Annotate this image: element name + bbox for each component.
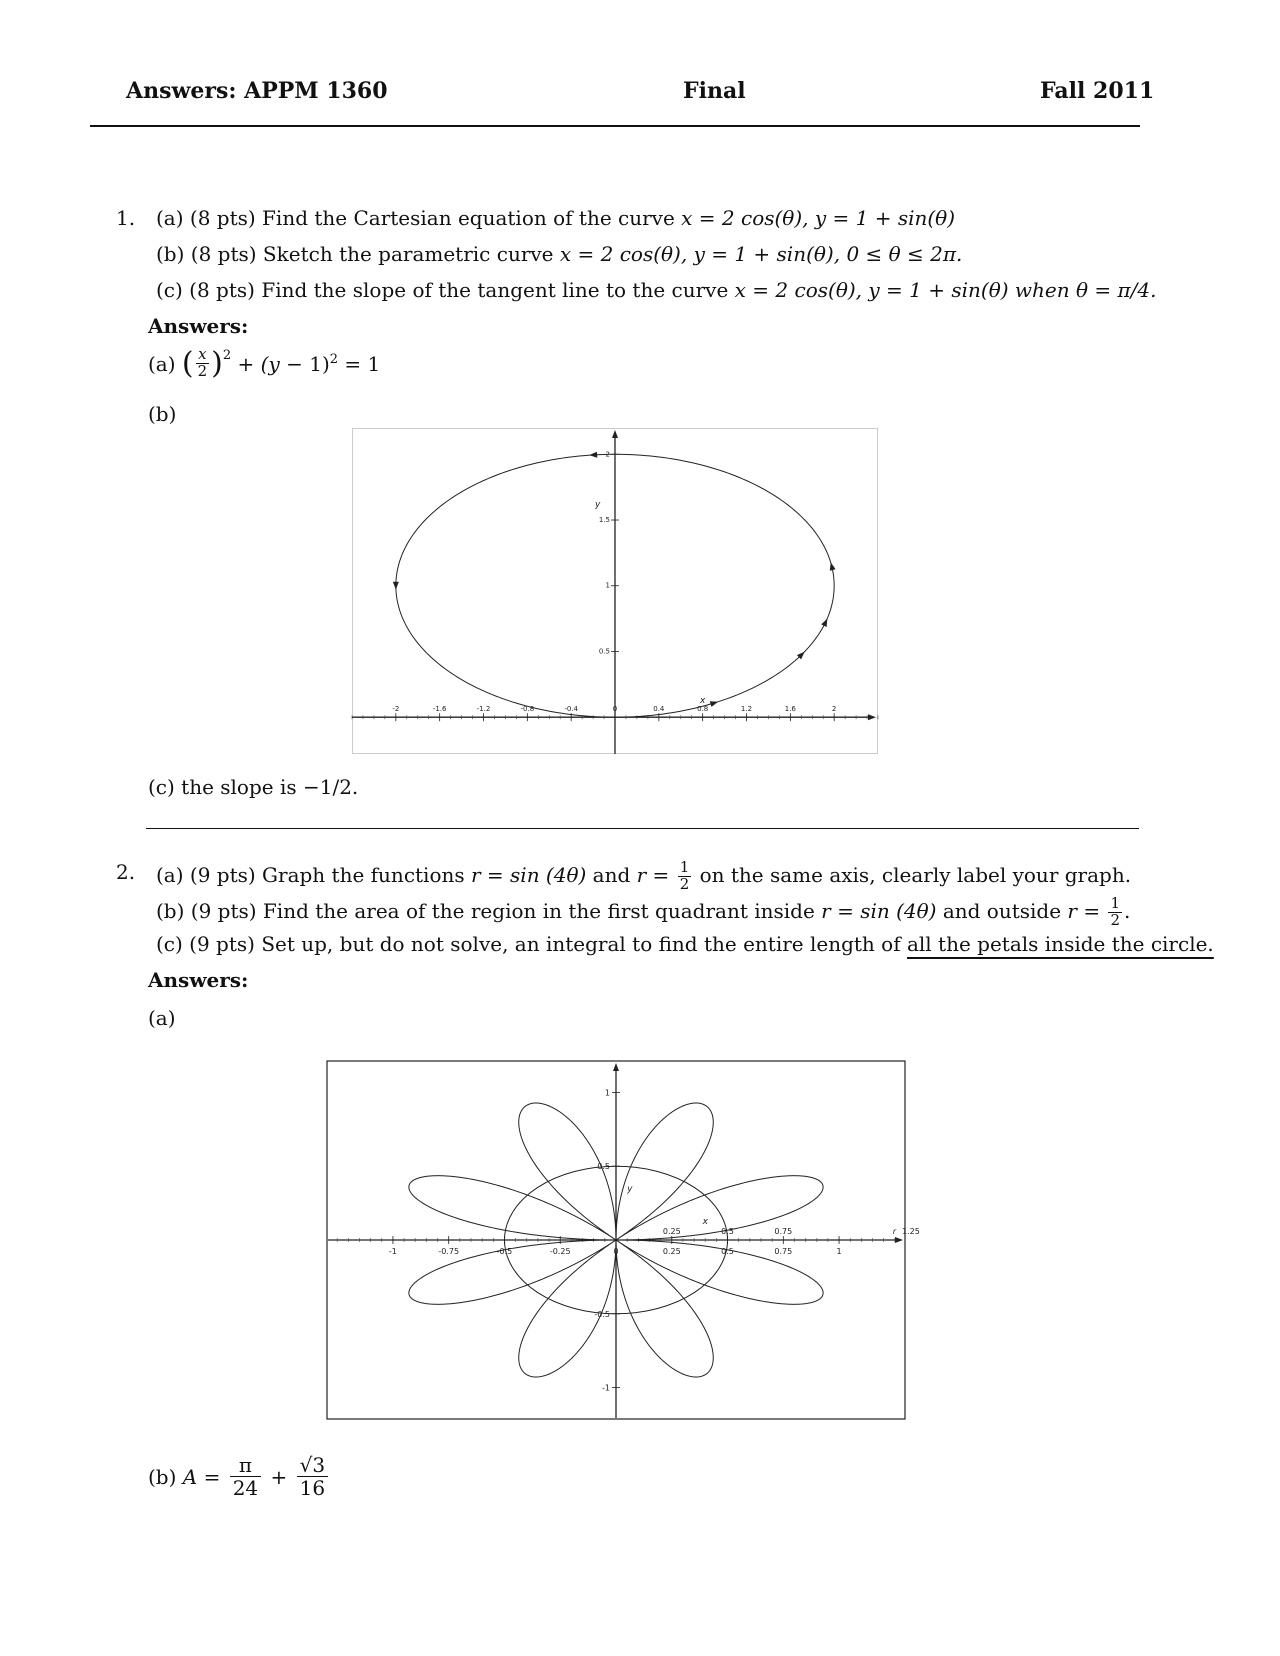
ellipse-direction-arrow bbox=[710, 699, 719, 707]
q1-part-b bbox=[156, 242, 962, 266]
q2-answer-b: (b) A = $\frac{\pi}{24}$ + √3 16 bbox=[148, 1454, 331, 1499]
q1-ans-a-frac: $\frac{x}{2}$ bbox=[197, 345, 208, 380]
chart1-x-tick-label: 0 bbox=[612, 705, 618, 714]
q2-part-b: (b) (9 pts) Find the area of the region in the first quadrant inside r = sin (4θ) and outside r = $\frac{1}{2}$ . bbox=[156, 894, 1131, 929]
q2-number: 2. bbox=[116, 860, 136, 884]
chart1-x-tick-label: -0.8 bbox=[520, 705, 535, 714]
q1-a-label: (a) bbox=[156, 206, 184, 230]
q2-a-text-2: on the same axis, clearly label your graph. bbox=[699, 862, 1132, 887]
chart2-x-label: x bbox=[702, 1217, 708, 1227]
chart1-x-tick-label: -1.2 bbox=[476, 705, 491, 714]
q2-a-rsin: r = sin (4θ) bbox=[471, 862, 587, 887]
chart1-x-tick-label: 1.6 bbox=[784, 705, 796, 714]
chart1-y-tick-label: 0.5 bbox=[598, 647, 610, 656]
q1-answer-c: (c) the slope is −1/2. bbox=[148, 775, 359, 799]
chart1-y-tick-label: 1.5 bbox=[598, 516, 610, 525]
chart2-x-tick-label: 0 bbox=[613, 1247, 619, 1256]
ellipse-chart bbox=[352, 428, 878, 754]
q2-b-text-1: (9 pts) Find the area of the region in the first quadrant inside bbox=[190, 898, 815, 923]
chart2-x-tick-label: -1 bbox=[388, 1247, 397, 1256]
q2-a-rhalf: r = bbox=[636, 862, 670, 887]
q2-area-lhs: A = bbox=[182, 1464, 221, 1489]
q1-c-text: (8 pts) Find the slope of the tangent line to the curve bbox=[189, 278, 729, 302]
chart2-x-tick-label: 1 bbox=[836, 1247, 842, 1256]
chart1-x-tick-label: 0.4 bbox=[653, 705, 665, 714]
q2-b-rsin: r = sin (4θ) bbox=[821, 898, 937, 923]
ellipse-direction-arrow bbox=[393, 582, 399, 590]
q2-ans-a-label: (a) bbox=[148, 1006, 176, 1030]
chart1-y-arrow bbox=[612, 430, 618, 438]
q1-ans-b-label: (b) bbox=[148, 402, 177, 426]
q2-b-rhalf: r = bbox=[1067, 898, 1101, 923]
chart2-x-upper-label: 1.25 bbox=[902, 1227, 920, 1236]
ellipse-direction-arrow bbox=[589, 452, 597, 458]
chart2-y-label: y bbox=[627, 1184, 633, 1195]
q1-b-eq-y: y = 1 + sin(θ), bbox=[693, 242, 841, 266]
chart2-r-label: r bbox=[892, 1227, 896, 1236]
chart1-x-tick-label: -2 bbox=[392, 705, 400, 714]
ellipse-direction-arrow bbox=[828, 561, 836, 570]
chart1-y-label: y bbox=[595, 499, 601, 510]
q2-c-text-2: all the petals inside the circle. bbox=[906, 932, 1214, 956]
q2-b-label: (b) bbox=[156, 898, 185, 923]
chart2-y-tick-label: -1 bbox=[602, 1383, 610, 1393]
q2-ans-b-label: (b) bbox=[148, 1464, 177, 1489]
chart1-x-label: x bbox=[700, 696, 706, 707]
q1-answers-label: Answers: bbox=[148, 314, 249, 338]
chart1-x-tick-label: 0.8 bbox=[697, 705, 709, 714]
chart2-x-tick-label: -0.25 bbox=[549, 1247, 571, 1256]
q1-answer-a: (a) ( $\frac{x}{2}$ ) $^2$ + (y − 1) $^2$ = 1 bbox=[148, 345, 381, 381]
chart2-x-tick-label: -0.75 bbox=[438, 1247, 460, 1256]
chart1-y-tick-label: 1 bbox=[605, 581, 610, 590]
chart2-x-tick-label: 0.75 bbox=[774, 1247, 793, 1256]
q2-c-label: (c) bbox=[156, 932, 183, 956]
chart2-y-tick-label: -0.5 bbox=[594, 1309, 610, 1319]
q1-c-eq-y: y = 1 + sin(θ) bbox=[868, 278, 1009, 302]
q1-b-eq-x: x = 2 cos(θ), bbox=[559, 242, 688, 266]
rose-chart bbox=[326, 1060, 920, 1420]
chart1-x-tick-label: -0.4 bbox=[564, 705, 579, 714]
q2-area-term2: √3 16 bbox=[297, 1454, 328, 1499]
q2-part-a: (a) (9 pts) Graph the functions r = sin (4θ) and r = $\frac{1}{2}$ on the same axis, clearly label your graph. bbox=[156, 858, 1132, 893]
q2-part-c bbox=[156, 932, 1214, 956]
q2-b-text-2: and outside bbox=[942, 898, 1062, 923]
q1-b-text: (8 pts) Sketch the parametric curve bbox=[190, 242, 554, 266]
q2-answers-label: Answers: bbox=[148, 968, 249, 992]
chart2-x-upper-label: 0.75 bbox=[774, 1227, 793, 1236]
q2-c-text-1: (9 pts) Set up, but do not solve, an integral to find the entire length of bbox=[189, 932, 901, 956]
chart1-x-tick-label: -1.6 bbox=[432, 705, 447, 714]
chart2-y-tick-label: 0.5 bbox=[597, 1162, 610, 1172]
chart1-x-arrow bbox=[868, 714, 876, 720]
chart2-y-arrow bbox=[613, 1063, 619, 1071]
chart1-y-tick-label: 2 bbox=[605, 450, 610, 459]
q1-part-a bbox=[156, 206, 955, 230]
ellipse-direction-arrow bbox=[821, 617, 830, 627]
q1-a-eq-x: x = 2 cos(θ), bbox=[681, 206, 809, 230]
q1-a-eq-y: y = 1 + sin(θ) bbox=[814, 206, 956, 230]
q1-c-when: when θ = π/4. bbox=[1014, 278, 1157, 302]
chart2-x-tick-label: -0.5 bbox=[496, 1247, 513, 1256]
header-term: Fall 2011 bbox=[1040, 78, 1155, 104]
section-divider bbox=[146, 828, 1139, 829]
q2-a-text-1: (9 pts) Graph the functions bbox=[189, 862, 465, 887]
chart2-x-upper-label: 0.25 bbox=[662, 1227, 681, 1236]
q1-number: 1. bbox=[116, 206, 136, 230]
q1-ans-a-label: (a) bbox=[148, 351, 176, 376]
chart2-y-tick-label: 1 bbox=[604, 1088, 610, 1098]
q1-b-label: (b) bbox=[156, 242, 185, 266]
chart2-x-upper-label: 0.5 bbox=[721, 1227, 734, 1236]
chart2-x-tick-label: 0.25 bbox=[662, 1247, 681, 1256]
q1-c-label: (c) bbox=[156, 278, 183, 302]
q1-a-text: (8 pts) Find the Cartesian equation of the curve bbox=[189, 206, 675, 230]
q1-c-eq-x: x = 2 cos(θ), bbox=[734, 278, 863, 302]
chart1-x-tick-label: 2 bbox=[831, 705, 837, 714]
chart1-x-tick-label: 1.2 bbox=[740, 705, 753, 714]
header-rule bbox=[90, 125, 1140, 127]
q2-area-term1: $\frac{\pi}{24}$ bbox=[230, 1454, 261, 1499]
q1-part-c bbox=[156, 278, 1156, 302]
chart2-x-arrow bbox=[895, 1237, 903, 1243]
header-exam: Final bbox=[683, 78, 746, 104]
q2-a-label: (a) bbox=[156, 862, 184, 887]
q1-b-range: 0 ≤ θ ≤ 2π. bbox=[846, 242, 963, 266]
chart2-x-tick-label: 0.5 bbox=[721, 1247, 734, 1256]
header-course: Answers: APPM 1360 bbox=[126, 78, 388, 104]
